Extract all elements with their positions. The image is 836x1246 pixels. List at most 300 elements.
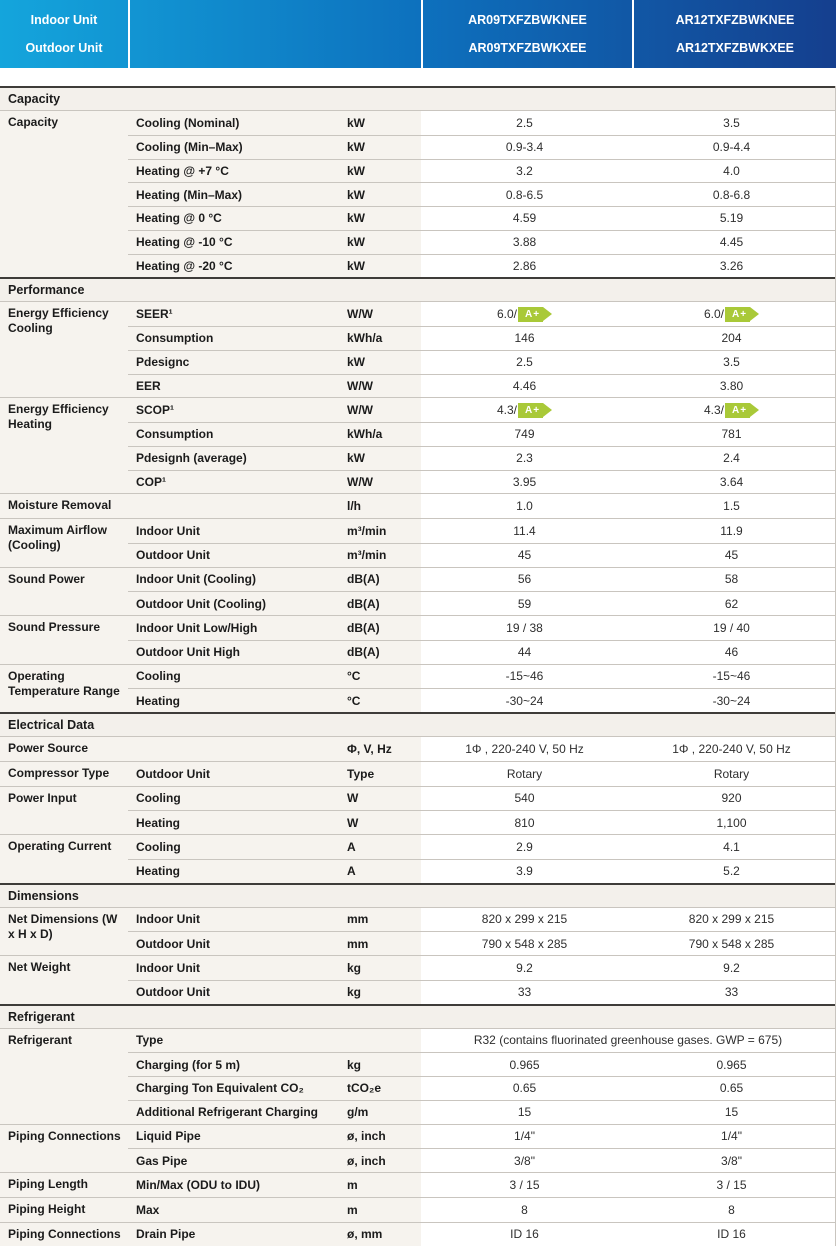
spec-group xyxy=(0,493,835,518)
group-label: Operating Current xyxy=(0,835,128,883)
item-label: Max xyxy=(128,1198,345,1222)
value-cell xyxy=(628,206,835,230)
group-label: Refrigerant xyxy=(0,1029,128,1124)
value-text: 19 / 40 xyxy=(713,621,750,635)
value-text: 4.59 xyxy=(513,211,536,225)
unit-label: W/W xyxy=(345,398,421,422)
unit-label: ø, inch xyxy=(345,1125,421,1149)
value-cell xyxy=(421,302,628,326)
value-cell xyxy=(421,446,628,470)
unit-label: dB(A) xyxy=(345,640,421,664)
value-text: 11.4 xyxy=(513,524,535,538)
energy-class-badge xyxy=(725,307,759,322)
item-label: Outdoor Unit (Cooling) xyxy=(128,591,345,615)
model-name: AR09TXFZBWKNEE xyxy=(468,13,587,27)
group-label: Sound Pressure xyxy=(0,616,128,664)
value-cell xyxy=(628,1052,835,1076)
value-text: 4.46 xyxy=(513,379,536,393)
unit-label: kWh/a xyxy=(345,422,421,446)
item-label: Outdoor Unit xyxy=(128,762,345,786)
section-header: Electrical Data xyxy=(0,712,835,736)
value-text: 3.95 xyxy=(513,475,536,489)
value-text: 8 xyxy=(521,1203,528,1217)
value-text: 5.19 xyxy=(720,211,743,225)
value-text: -30~24 xyxy=(713,694,751,708)
value-text: 146 xyxy=(514,331,534,345)
value-text: ID 16 xyxy=(717,1227,746,1241)
unit-label: kg xyxy=(345,956,421,980)
value-cell xyxy=(421,1223,628,1246)
unit-label: kW xyxy=(345,230,421,254)
item-label: Cooling (Nominal) xyxy=(128,111,345,135)
value-text: 1.0 xyxy=(516,499,533,513)
value-text: 0.965 xyxy=(716,1058,746,1072)
unit-label: l/h xyxy=(345,494,421,518)
value-cell xyxy=(628,688,835,712)
spec-group xyxy=(0,907,835,956)
value-cell xyxy=(421,494,628,518)
value-cell xyxy=(628,374,835,398)
energy-class-badge xyxy=(518,403,552,418)
item-label: Charging (for 5 m) xyxy=(128,1052,345,1076)
item-label: Indoor Unit xyxy=(128,908,345,932)
item-label: Additional Refrigerant Charging xyxy=(128,1100,345,1124)
spec-group xyxy=(0,1222,835,1246)
value-cell xyxy=(421,1100,628,1124)
value-text: 9.2 xyxy=(723,961,740,975)
value-text: 1.5 xyxy=(723,499,740,513)
value-text: 15 xyxy=(725,1105,738,1119)
group-label: Energy Efficiency Cooling xyxy=(0,302,128,397)
value-cell xyxy=(421,1052,628,1076)
unit-label: W xyxy=(345,787,421,811)
value-cell xyxy=(421,326,628,350)
item-label: Cooling xyxy=(128,835,345,859)
item-label: Consumption xyxy=(128,422,345,446)
value-cell xyxy=(421,254,628,278)
item-label xyxy=(128,494,345,518)
group-label: Compressor Type xyxy=(0,762,128,786)
value-cell xyxy=(421,135,628,159)
unit-label: °C xyxy=(345,665,421,689)
value-cell xyxy=(628,956,835,980)
item-label: Pdesignc xyxy=(128,350,345,374)
value-text: ID 16 xyxy=(510,1227,539,1241)
value-text: 2.3 xyxy=(516,451,533,465)
energy-class-badge xyxy=(518,307,552,322)
value-cell xyxy=(421,665,628,689)
value-text: Rotary xyxy=(714,767,749,781)
energy-class-label: A+ xyxy=(725,307,750,322)
value-text: 4.0 xyxy=(723,164,740,178)
unit-label: °C xyxy=(345,688,421,712)
value-cell xyxy=(628,111,835,135)
value-cell xyxy=(628,616,835,640)
value-cell xyxy=(628,350,835,374)
energy-arrow-tip-icon xyxy=(750,403,759,417)
item-label: Consumption xyxy=(128,326,345,350)
value-cell xyxy=(421,374,628,398)
value-text: 3 / 15 xyxy=(716,1178,746,1192)
value-cell xyxy=(421,398,628,422)
unit-label: A xyxy=(345,835,421,859)
value-cell xyxy=(421,762,628,786)
unit-label: m³/min xyxy=(345,543,421,567)
value-text: 2.4 xyxy=(723,451,740,465)
value-cell xyxy=(421,859,628,883)
item-label: Outdoor Unit xyxy=(128,980,345,1004)
value-text: 19 / 38 xyxy=(506,621,543,635)
spec-group xyxy=(0,301,835,397)
item-label: Indoor Unit (Cooling) xyxy=(128,568,345,592)
value-text: 45 xyxy=(518,548,531,562)
value-text: 8 xyxy=(728,1203,735,1217)
unit-label: kW xyxy=(345,159,421,183)
value-text: 749 xyxy=(514,427,534,441)
value-cell xyxy=(628,254,835,278)
group-label: Operating Temperature Range xyxy=(0,665,128,713)
spec-group xyxy=(0,518,835,567)
unit-label: kW xyxy=(345,111,421,135)
group-label: Power Source xyxy=(0,737,128,761)
value-cell xyxy=(421,519,628,543)
energy-class-badge xyxy=(725,403,759,418)
spec-group xyxy=(0,664,835,713)
unit-label: dB(A) xyxy=(345,568,421,592)
span-value-cell: R32 (contains fluorinated greenhouse gases. GWP = 675) xyxy=(421,1029,835,1053)
value-text: -15~46 xyxy=(713,669,751,683)
spec-group xyxy=(0,397,835,493)
value-text: 3 / 15 xyxy=(509,1178,539,1192)
group-label: Piping Length xyxy=(0,1173,128,1197)
item-label: Outdoor Unit xyxy=(128,931,345,955)
value-text: 0.9-4.4 xyxy=(713,140,750,154)
value-cell xyxy=(628,737,835,761)
spec-table xyxy=(0,86,836,1246)
value-text: 3/8" xyxy=(514,1154,535,1168)
section-header: Capacity xyxy=(0,86,835,110)
value-cell xyxy=(628,302,835,326)
item-label: EER xyxy=(128,374,345,398)
value-cell xyxy=(421,931,628,955)
energy-class-label: A+ xyxy=(518,307,543,322)
value-text: 0.65 xyxy=(720,1081,743,1095)
unit-label: m xyxy=(345,1198,421,1222)
value-cell xyxy=(628,1148,835,1172)
value-cell xyxy=(421,980,628,1004)
item-label: Heating xyxy=(128,859,345,883)
item-label: Gas Pipe xyxy=(128,1148,345,1172)
value-text: 3.5 xyxy=(723,355,740,369)
value-text: 0.965 xyxy=(509,1058,539,1072)
value-text: 920 xyxy=(721,791,741,805)
unit-label: kW xyxy=(345,350,421,374)
group-label: Maximum Airflow (Cooling) xyxy=(0,519,128,567)
value-text: 44 xyxy=(518,645,531,659)
value-cell xyxy=(421,835,628,859)
item-label: Indoor Unit xyxy=(128,519,345,543)
value-text: 3.9 xyxy=(516,864,533,878)
energy-class-label: A+ xyxy=(725,403,750,418)
section-header: Dimensions xyxy=(0,883,835,907)
value-cell xyxy=(421,810,628,834)
item-label: Drain Pipe xyxy=(128,1223,345,1246)
item-label: Heating xyxy=(128,688,345,712)
spec-group xyxy=(0,786,835,835)
spec-group xyxy=(0,1124,835,1173)
item-label: Heating @ -10 °C xyxy=(128,230,345,254)
item-label: SEER¹ xyxy=(128,302,345,326)
value-cell xyxy=(628,568,835,592)
value-text: 15 xyxy=(518,1105,531,1119)
item-label: COP¹ xyxy=(128,470,345,494)
spec-group xyxy=(0,955,835,1004)
item-label: Heating @ 0 °C xyxy=(128,206,345,230)
value-text: 0.9-3.4 xyxy=(506,140,543,154)
value-cell xyxy=(421,470,628,494)
value-cell xyxy=(421,1125,628,1149)
value-cell xyxy=(628,980,835,1004)
value-text: 3.64 xyxy=(720,475,743,489)
unit-label: mm xyxy=(345,931,421,955)
value-text: 2.5 xyxy=(516,355,533,369)
item-label xyxy=(128,737,345,761)
value-cell xyxy=(628,1173,835,1197)
value-text: 1Φ , 220-240 V, 50 Hz xyxy=(672,742,791,756)
outdoor-unit-label: Outdoor Unit xyxy=(25,41,102,55)
header-gap xyxy=(0,68,836,86)
value-text: 790 x 548 x 285 xyxy=(482,937,567,951)
unit-label: W/W xyxy=(345,374,421,398)
value-text: 1/4" xyxy=(514,1129,535,1143)
unit-label: m³/min xyxy=(345,519,421,543)
value-cell xyxy=(628,182,835,206)
unit-label: dB(A) xyxy=(345,591,421,615)
model-column-2 xyxy=(632,0,836,68)
value-cell xyxy=(421,543,628,567)
spec-group xyxy=(0,615,835,664)
value-cell xyxy=(628,543,835,567)
value-cell xyxy=(628,422,835,446)
item-label: Charging Ton Equivalent CO₂ xyxy=(128,1076,345,1100)
value-cell xyxy=(421,1173,628,1197)
value-text: 2.9 xyxy=(516,840,533,854)
item-label: Heating xyxy=(128,810,345,834)
item-label: Heating @ -20 °C xyxy=(128,254,345,278)
value-text: 2.86 xyxy=(513,259,536,273)
spec-group xyxy=(0,736,835,761)
value-text: 46 xyxy=(725,645,738,659)
group-label: Energy Efficiency Heating xyxy=(0,398,128,493)
unit-label: W xyxy=(345,810,421,834)
spec-group xyxy=(0,1197,835,1222)
value-text: 1,100 xyxy=(716,816,746,830)
value-cell xyxy=(421,111,628,135)
item-label: SCOP¹ xyxy=(128,398,345,422)
value-cell xyxy=(628,908,835,932)
value-cell xyxy=(421,230,628,254)
value-cell xyxy=(628,230,835,254)
value-text: 540 xyxy=(514,791,534,805)
unit-label: mm xyxy=(345,908,421,932)
value-text: 2.5 xyxy=(516,116,533,130)
value-cell xyxy=(421,1198,628,1222)
value-text: 1/4" xyxy=(721,1129,742,1143)
model-name: AR09TXFZBWKXEE xyxy=(468,41,586,55)
section-header: Refrigerant xyxy=(0,1004,835,1028)
value-cell xyxy=(628,446,835,470)
value-text: 4.1 xyxy=(723,840,740,854)
value-text: 58 xyxy=(725,572,738,586)
value-cell xyxy=(421,787,628,811)
value-cell xyxy=(421,908,628,932)
value-cell xyxy=(628,591,835,615)
value-cell xyxy=(628,1100,835,1124)
item-label: Liquid Pipe xyxy=(128,1125,345,1149)
spec-group xyxy=(0,1028,835,1124)
value-text: 4.3/ xyxy=(704,403,724,417)
value-text: 6.0/ xyxy=(497,307,517,321)
value-text: -15~46 xyxy=(506,669,544,683)
group-label: Power Input xyxy=(0,787,128,835)
value-cell xyxy=(421,640,628,664)
value-text: 56 xyxy=(518,572,531,586)
item-label: Outdoor Unit xyxy=(128,543,345,567)
value-cell xyxy=(421,159,628,183)
value-cell xyxy=(421,182,628,206)
value-text: 0.8-6.8 xyxy=(713,188,750,202)
value-cell xyxy=(421,956,628,980)
value-text: 4.45 xyxy=(720,235,743,249)
value-text: 33 xyxy=(518,985,531,999)
group-label: Piping Connections xyxy=(0,1223,128,1246)
item-label: Cooling xyxy=(128,665,345,689)
value-cell xyxy=(628,519,835,543)
unit-label: Φ, V, Hz xyxy=(345,737,421,761)
value-text: 62 xyxy=(725,597,738,611)
value-text: 33 xyxy=(725,985,738,999)
value-cell xyxy=(421,422,628,446)
value-text: 0.65 xyxy=(513,1081,536,1095)
value-cell xyxy=(628,665,835,689)
value-cell xyxy=(628,931,835,955)
item-label: Indoor Unit Low/High xyxy=(128,616,345,640)
energy-arrow-tip-icon xyxy=(543,307,552,321)
value-cell xyxy=(421,1076,628,1100)
item-label: Indoor Unit xyxy=(128,956,345,980)
model-name: AR12TXFZBWKNEE xyxy=(676,13,795,27)
item-label: Heating @ +7 °C xyxy=(128,159,345,183)
value-text: 11.9 xyxy=(720,524,742,538)
unit-label: tCO₂e xyxy=(345,1076,421,1100)
value-text: 810 xyxy=(514,816,534,830)
unit-label: kW xyxy=(345,254,421,278)
unit-label: kWh/a xyxy=(345,326,421,350)
unit-label: A xyxy=(345,859,421,883)
value-cell xyxy=(628,398,835,422)
unit-label: W/W xyxy=(345,302,421,326)
item-label: Outdoor Unit High xyxy=(128,640,345,664)
unit-label: W/W xyxy=(345,470,421,494)
value-text: 204 xyxy=(721,331,741,345)
value-cell xyxy=(421,568,628,592)
value-text: 820 x 299 x 215 xyxy=(689,912,774,926)
value-text: 820 x 299 x 215 xyxy=(482,912,567,926)
value-text: 5.2 xyxy=(723,864,740,878)
value-cell xyxy=(628,494,835,518)
value-cell xyxy=(421,688,628,712)
value-cell xyxy=(421,350,628,374)
value-cell xyxy=(421,737,628,761)
unit-label: dB(A) xyxy=(345,616,421,640)
unit-label: kW xyxy=(345,446,421,470)
item-label: Cooling xyxy=(128,787,345,811)
value-cell xyxy=(421,591,628,615)
value-cell xyxy=(421,616,628,640)
group-label: Net Weight xyxy=(0,956,128,1004)
group-label: Piping Connections xyxy=(0,1125,128,1173)
indoor-unit-label: Indoor Unit xyxy=(31,13,98,27)
group-label: Moisture Removal xyxy=(0,494,128,518)
value-text: 3.80 xyxy=(720,379,743,393)
value-cell xyxy=(628,1223,835,1246)
value-cell xyxy=(628,1125,835,1149)
value-text: 781 xyxy=(721,427,741,441)
header-unit-labels xyxy=(0,0,128,68)
unit-label: kW xyxy=(345,182,421,206)
value-text: 45 xyxy=(725,548,738,562)
unit-label: m xyxy=(345,1173,421,1197)
unit-label: Type xyxy=(345,762,421,786)
value-text: 9.2 xyxy=(516,961,533,975)
value-cell xyxy=(628,859,835,883)
value-text: 790 x 548 x 285 xyxy=(689,937,774,951)
value-cell xyxy=(628,762,835,786)
unit-label: kg xyxy=(345,980,421,1004)
model-name: AR12TXFZBWKXEE xyxy=(676,41,794,55)
value-text: 6.0/ xyxy=(704,307,724,321)
value-cell xyxy=(628,810,835,834)
spec-group xyxy=(0,567,835,616)
energy-arrow-tip-icon xyxy=(750,307,759,321)
section-header: Performance xyxy=(0,277,835,301)
value-text: 59 xyxy=(518,597,531,611)
energy-arrow-tip-icon xyxy=(543,403,552,417)
value-cell xyxy=(628,835,835,859)
value-cell xyxy=(628,326,835,350)
spec-group xyxy=(0,110,835,277)
spec-group xyxy=(0,834,835,883)
unit-label: g/m xyxy=(345,1100,421,1124)
unit-label: ø, mm xyxy=(345,1223,421,1246)
item-label: Cooling (Min–Max) xyxy=(128,135,345,159)
value-cell xyxy=(628,787,835,811)
value-text: -30~24 xyxy=(506,694,544,708)
value-cell xyxy=(628,640,835,664)
energy-class-label: A+ xyxy=(518,403,543,418)
value-text: 3.2 xyxy=(516,164,533,178)
value-cell xyxy=(628,135,835,159)
value-cell xyxy=(628,470,835,494)
group-label: Sound Power xyxy=(0,568,128,616)
group-label: Net Dimensions (W x H x D) xyxy=(0,908,128,956)
spec-group xyxy=(0,761,835,786)
model-column-1 xyxy=(421,0,632,68)
value-text: 4.3/ xyxy=(497,403,517,417)
table-header xyxy=(0,0,836,68)
unit-label xyxy=(345,1029,421,1053)
header-spacer xyxy=(128,0,421,68)
